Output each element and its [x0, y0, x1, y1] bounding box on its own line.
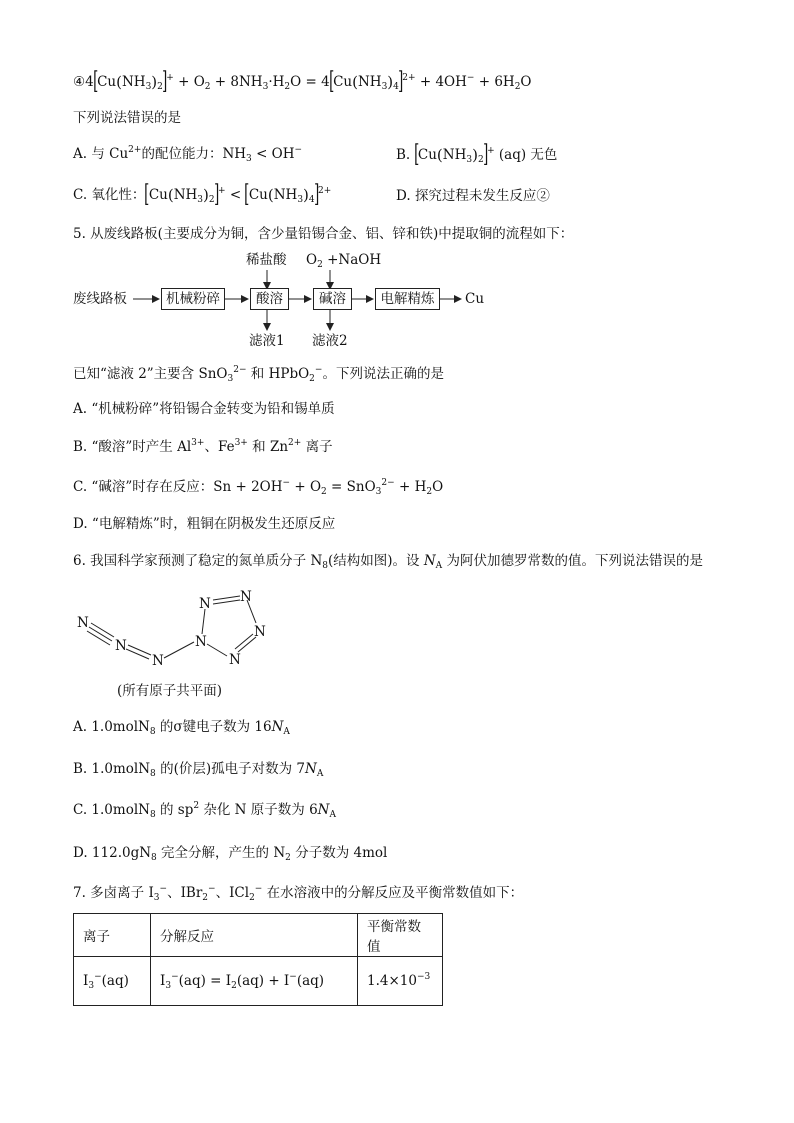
atom-n4: N	[195, 634, 207, 650]
atom-n1: N	[77, 615, 89, 631]
q4-stem: 下列说法错误的是	[73, 110, 181, 126]
q5-option-a: A. “机械粉碎”将铅锡合金转变为铅和锡单质	[73, 401, 335, 417]
flow-step-electrolysis: 电解精炼	[375, 288, 440, 310]
q5-known: 已知“滤液 2”主要含 SnO$_3^{2-}$ 和 HPbO$_2$−。下列说法正确的是	[73, 365, 444, 384]
q7-stem: 7. 多卤离子 $I_3^-$、IBr$_2$−、ICl$_2$− 在水溶液中的分解反应及平衡常数值如下：	[73, 884, 524, 903]
q4-equation-4: $④4[Cu(NH_3)_2]^+ + O_2 + 8NH_3\cdot H_2O = 4[Cu(NH_3)_4]^{2+} + 4OH^- + 6H_2O$	[73, 67, 532, 95]
flow-step-crush: 机械粉碎	[161, 288, 225, 310]
q5-stem: 5. 从废线路板(主要成分为铜，含少量铅锡合金、铝、锌和铁)中提取铜的流程如下：	[73, 226, 574, 242]
atom-n6: N	[240, 589, 252, 605]
q6-option-b: B. 1.0molN$_8$ 的(价层)孤电子对数为 $7N_A$	[73, 761, 324, 779]
q6-option-d: D. $112.0gN_8$ 完全分解，产生的 $N_2$ 分子数为 4mol	[73, 845, 388, 863]
q5-option-b: B. “酸溶”时产生 $Al^{3+}$、$Fe^{3+}$ 和 $Zn^{2+}$ 离子	[73, 438, 333, 455]
header-ion: 离子	[74, 914, 151, 957]
q5-option-c: C. “碱溶”时存在反应：$Sn + 2OH^- + O_2 = SnO_3^{2-} + H_2O$	[73, 478, 444, 497]
q4-option-c: C. 氧化性：$[Cu(NH_3)_2]^+ < [Cu(NH_3)_4]^{2+}$	[73, 180, 332, 208]
q6-option-a: A. 1.0molN$_8$ 的σ键电子数为 $16N_A$	[73, 719, 290, 737]
flow-step-acid: 酸溶	[250, 288, 289, 310]
q5-option-d: D. “电解精炼”时，粗铜在阴极发生还原反应	[73, 516, 336, 532]
table-row	[74, 957, 443, 1006]
header-constant: 平衡常数值	[358, 914, 443, 957]
n8-caption: (所有原子共平面)	[117, 683, 223, 699]
flow-reagent-hcl: 稀盐酸	[246, 252, 287, 268]
q4-option-d: D. 探究过程未发生反应②	[396, 188, 550, 204]
header-reaction: 分解反应	[151, 914, 358, 957]
q4-option-a: A. 与 $Cu^{2+}$的配位能力：$NH_3 < OH^-$	[73, 145, 303, 164]
cell-constant: $1.4\times 10^{-3}$	[358, 957, 443, 1006]
atom-n7: N	[254, 624, 266, 640]
table-header-row	[74, 914, 443, 957]
cell-ion: $I_3^-(aq)$	[74, 957, 151, 1006]
atom-n2: N	[115, 638, 127, 654]
q4-option-b: B. $[Cu(NH_3)_2]^+$ (aq) 无色	[396, 140, 558, 168]
flow-filtrate-2: 滤液2	[312, 333, 348, 349]
flow-step-alkali: 碱溶	[313, 288, 352, 310]
flow-start: 废线路板	[73, 291, 127, 307]
q7-table	[73, 913, 443, 1006]
flow-reagent-o2-naoh: $O_2$ +NaOH	[306, 252, 382, 270]
atom-n3: N	[152, 653, 164, 669]
q6-stem: 6. 我国科学家预测了稳定的氮单质分子 $N_8$(结构如图)。设 $N_A$ 为阿伏加德罗常数的值。下列说法错误的是	[73, 553, 703, 571]
cell-reaction: $I_3^-(aq) = I_2(aq) + I^-(aq)$	[151, 957, 358, 1006]
q6-option-c: C. 1.0molN$_8$ 的 $sp^2$ 杂化 N 原子数为 $6N_A$	[73, 801, 336, 820]
flow-end: Cu	[465, 291, 485, 307]
flow-filtrate-1: 滤液1	[249, 333, 285, 349]
atom-n8: N	[229, 652, 241, 668]
atom-n5: N	[199, 596, 211, 612]
